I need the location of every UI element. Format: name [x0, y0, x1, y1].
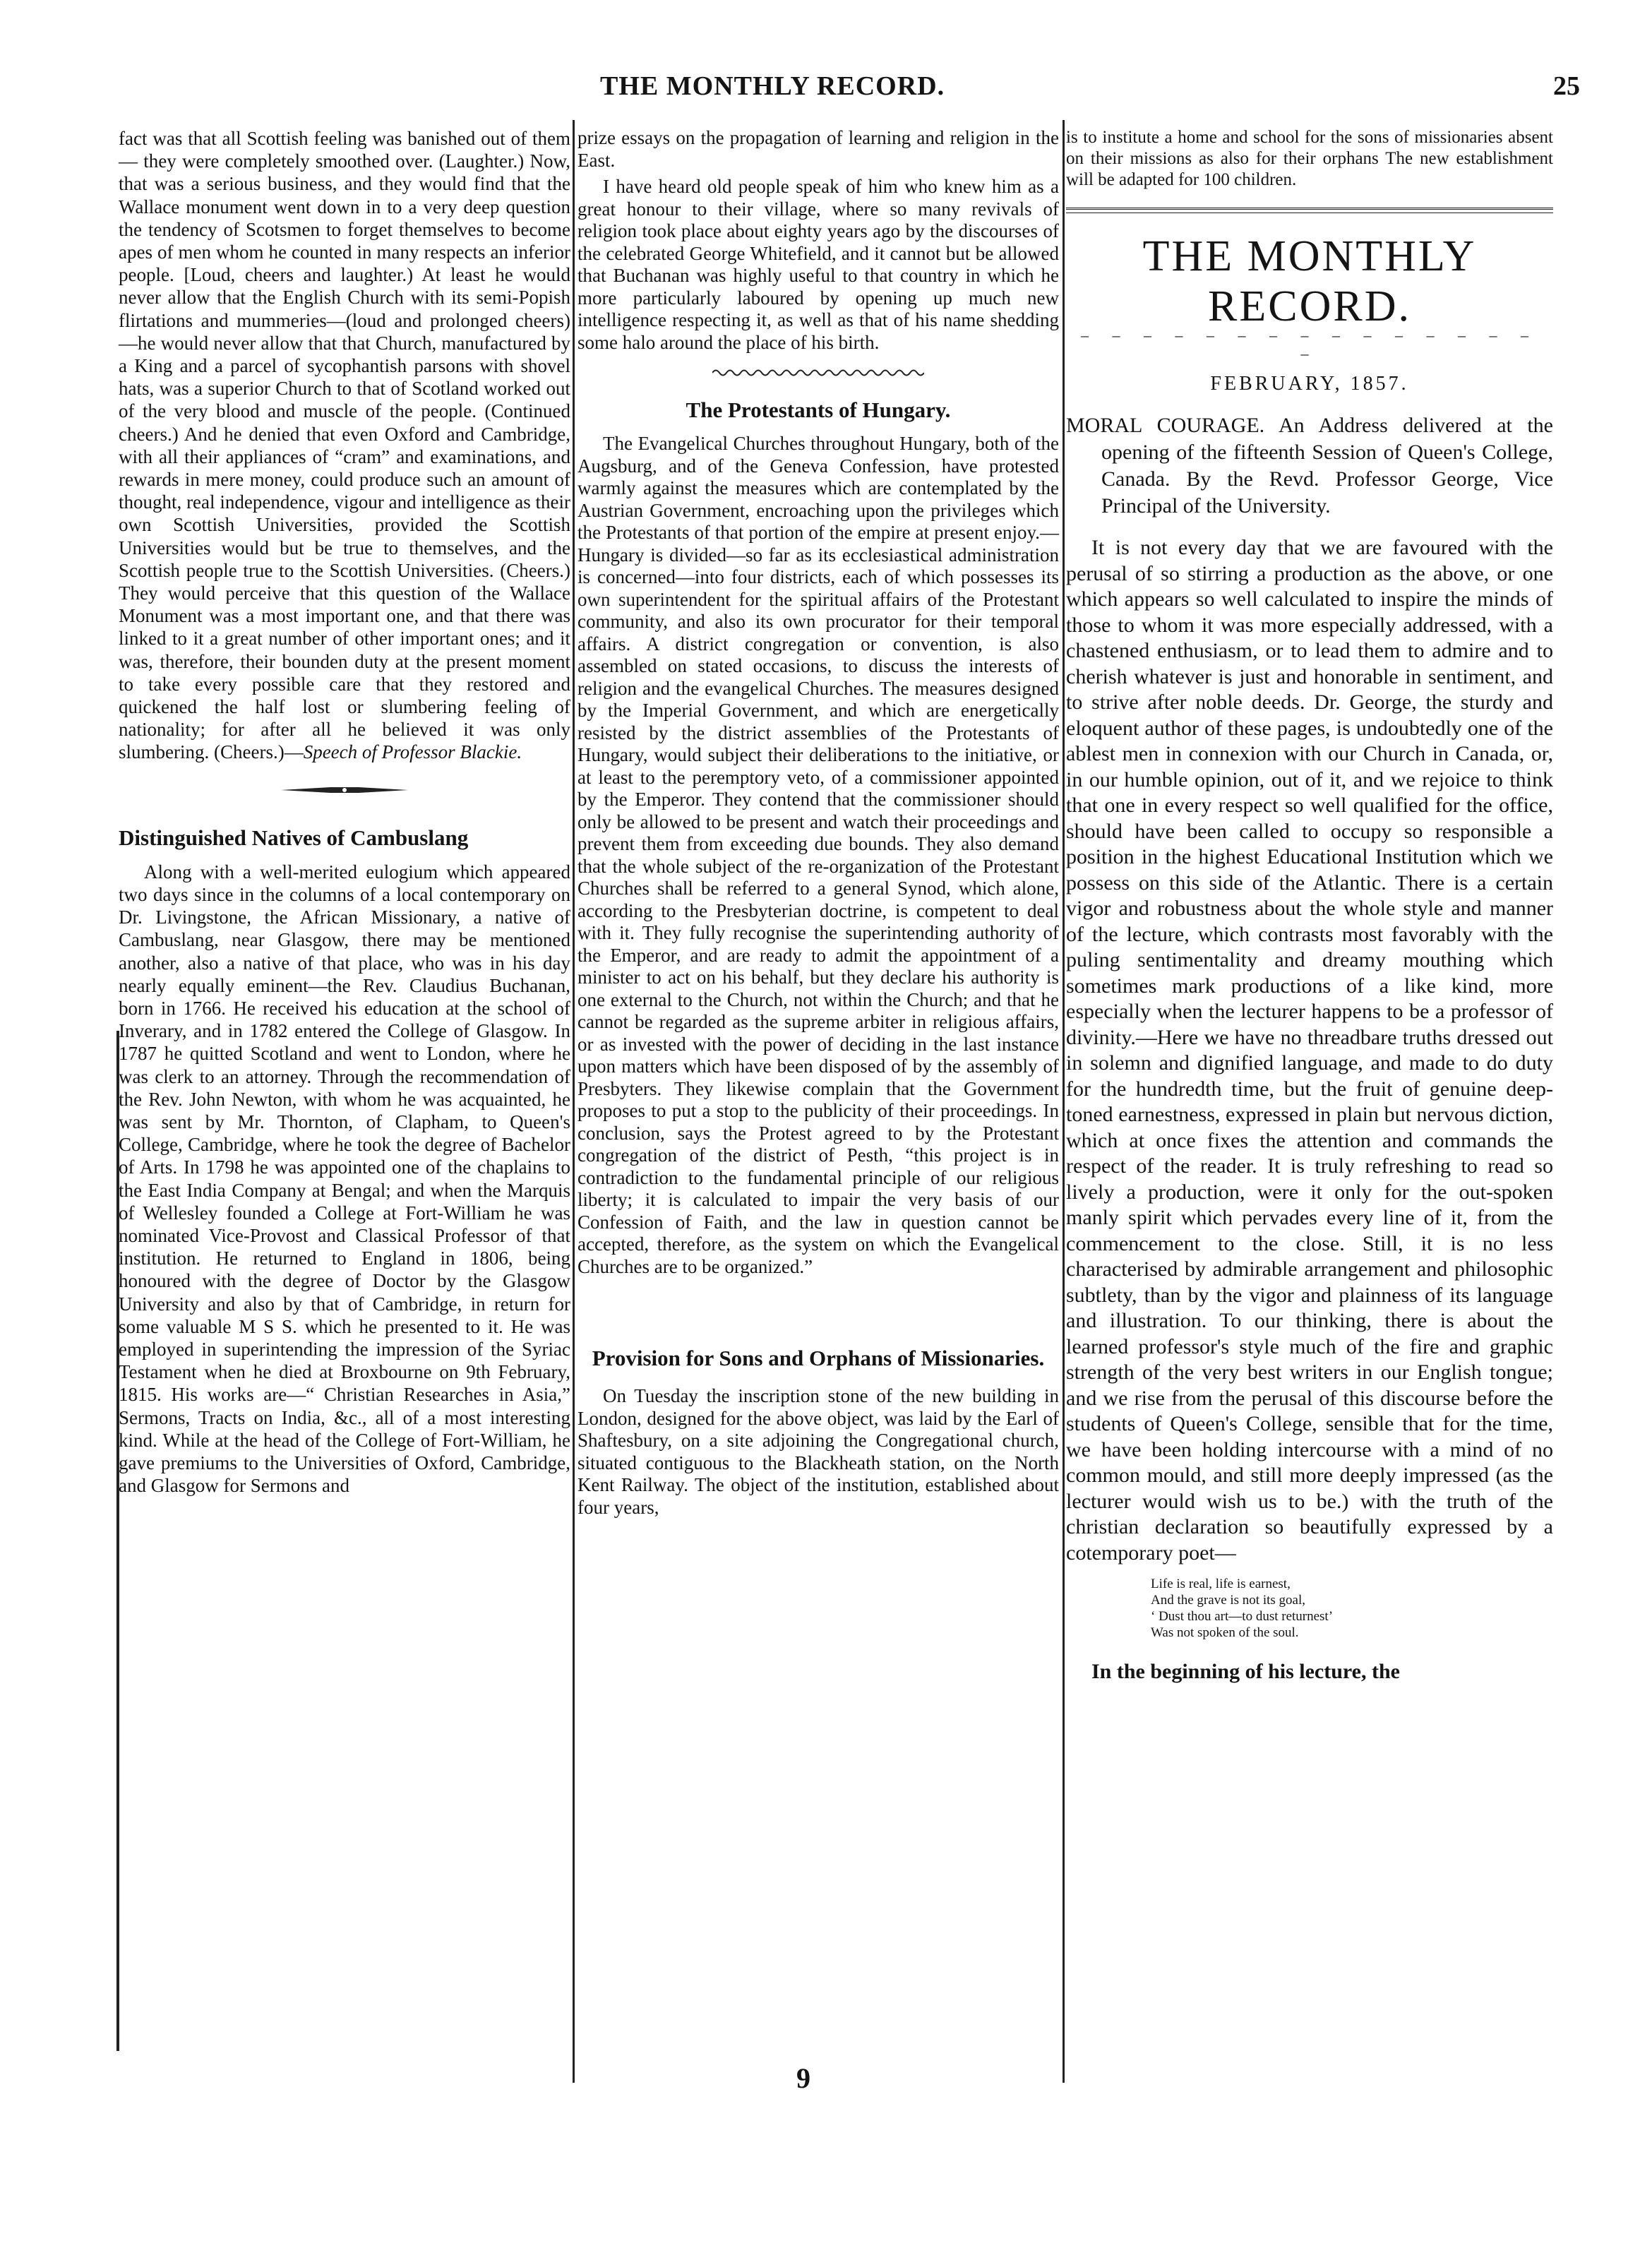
- column-rule: [573, 120, 575, 2083]
- poem-line: And the grave is not its goal,: [1151, 1593, 1305, 1608]
- speech-text: fact was that all Scottish feeling was banished out of them— they were completely smoothed over. (Laughter.) Now, that was a serious business, and they would find that the Wallace monument went down in to a very deep question the tendency of Scotsmen to forget themselves to become apes of men whom he counted in many respects an inferior people. [Loud, cheers and laughter.) At least he would never allow that the English Church with its semi-Popish flirtations and mummeries—(loud and prolonged cheers)—he would never allow that that Church, manufactured by a King and a parcel of sycophantish parsons with shovel hats, was a superior Church to that of Scotland worked out of the very blood and muscle of the people. (Continued cheers.) And he denied that even Oxford and Cambridge, with all their appliances of “cram” and examinations, and rewards in mere money, could produce such an amount of thought, real independence, vigour and intelligence as their own Scottish Universities, provided the Scottish Universities would but be true to themselves, and the Scottish people true to the Scottish Universities. (Cheers.) They would perceive that this question of the Wallace Monument was a most important one, and that there was linked to it a great number of other important ones; and it was, therefore, their bounden duty at the present moment to take every possible care that they restored and quickened the half lost or slumbering feeling of nationality; for after all he believed it was only slumbering. (Cheers.)—: [119, 128, 570, 763]
- signature-mark: 9: [796, 2062, 810, 2094]
- page-number: 25: [1553, 71, 1580, 101]
- speech-signature: Speech of Professor Blackie.: [303, 741, 522, 763]
- poem-line: Was not spoken of the soul.: [1151, 1625, 1299, 1640]
- poem-quote: [1151, 1576, 1553, 1641]
- column-1: [119, 127, 570, 1501]
- review-body: It is not every day that we are favoured with the perusal of so stirring a production as the above, or one which appears so well calculated to inspire the minds of those to whom it was more especially addressed, with a chastened enthusiasm, or to lead them to admire and to cherish whatever is just and honorable in sentiment, and to strive after noble deeds. Dr. George, the sturdy and eloquent author of these pages, is undoubtedly one of the ablest men in connexion with our Church in Canada, or, in our humble opinion, out of it, and we rejoice to think that one in every respect so well qualified for the office, should have been called to occupy so responsible a position in the highest Educational Institution which we possess on this side of the Atlantic. There is a certain vigor and robustness about the whole style and manner of the lecture, which contrasts most favorably with the puling sentimentality and dreamy mouthing which sometimes mark productions of a like kind, more especially when the lecturer happens to be a professor of divinity.—Here we have no threadbare truths dressed out in solemn and dignified language, and made to do duty for the hundredth time, but the fruit of genuine deep-toned earnestness, expressed in plain but nervous diction, which at once fixes the attention and commands the respect of the reader. It is truly refreshing to read so lively a production, were it only for the out-spoken manly spirit which pervades every line of it, from the commencement to the close. Still, it is no less characterised by admirable arrangement and philosophic subtlety, than by the vigor and plainness of its language and illustration. To our thinking, there is about the learned professor's style much of the fire and graphic strength of the very best writers in our English tongue; and we rise from the perusal of this discourse before the students of Queen's College, sensible that for the time, we have been holding intercourse with a mind of no common mould, and still more deeply impressed (as the lecturer would wish us to be.) with the truth of the christian declaration so beautifully expressed by a cotemporary poet—: [1066, 536, 1553, 1565]
- continued-text: prize essays on the propagation of learning and religion in the East.: [577, 127, 1059, 171]
- running-title: THE MONTHLY RECORD.: [600, 71, 945, 101]
- review-closing-line: In the beginning of his lecture, the: [1091, 1660, 1400, 1683]
- continued-text: is to institute a home and school for the sons of missionaries absent on their missions as also for their orphans The new establishment will be adapted for 100 children.: [1066, 128, 1553, 189]
- article-body-orphans: On Tuesday the inscription stone of the new building in London, designed for the above object, was laid by the Earl of Shaftesbury, on a site adjoining the Congregational church, situated contiguous to the Blackheath station, on the North Kent Railway. The object of the institution, established about four years,: [577, 1385, 1059, 1518]
- column-rule: [1063, 120, 1065, 2083]
- issue-date: FEBRUARY, 1857.: [1210, 373, 1409, 395]
- poem-line: Life is real, life is earnest,: [1151, 1577, 1291, 1591]
- masthead-dashes: – – – – – – – – – – – – – – – –: [1081, 326, 1538, 362]
- article-heading-orphans: Provision for Sons and Orphans of Missionaries.: [592, 1346, 1045, 1370]
- article-heading-cambuslang: Distinguished Natives of Cambuslang: [119, 825, 469, 850]
- poem-line: ‘ Dust thou art—to dust returnest’: [1151, 1609, 1334, 1624]
- article-paragraph: I have heard old people speak of him who knew him as a great honour to their village, where so many revivals of religion took place about eighty years ago by the discourses of the celebrated George Whitefield, and it cannot but be allowed that Buchanan was highly useful to that country in which he more particularly laboured by opening up much new intelligence respecting it, as well as that of his name shedding some halo around the place of his birth.: [577, 176, 1059, 353]
- review-notice: MORAL COURAGE. An Address delivered at the opening of the fifteenth Session of Queen's College, Canada. By the Revd. Professor George, Vice Principal of the University.: [1066, 414, 1553, 518]
- article-body-cambuslang: Along with a well-merited eulogium which appeared two days since in the columns of a local contemporary on Dr. Livingstone, the African Missionary, a native of Cambuslang, near Glasgow, there may be mentioned another, also a native of that place, who was in his day nearly equally eminent—the Rev. Claudius Buchanan, born in 1766. He received his education at the school of Inverary, and in 1782 entered the College of Glasgow. In 1787 he quitted Scotland and went to London, where he was clerk to an attorney. Through the recommendation of the Rev. John Newton, with whom he was acquainted, he was sent by Mr. Thornton, of Clapham, to Queen's College, Cambridge, where he took the degree of Bachelor of Arts. In 1798 he was appointed one of the chaplains to the East India Company at Bengal; and when the Marquis of Wellesley founded a College at Fort-William he was nominated Vice-Provost and Classical Professor of that institution. He returned to England in 1806, being honoured with the degree of Doctor by the Glasgow University and also by that of Cambridge, in return for some valuable M S S. which he presented to it. He was employed in superintending the impression of the Syriac Testament when he died at Broxbourne on 9th February, 1815. His works are—“ Christian Researches in Asia,” Sermons, Tracts on India, &c., all of a most interesting kind. While at the head of the College of Fort-William, he gave premiums to the Universities of Oxford, Cambridge, and Glasgow for Sermons and: [119, 861, 570, 1497]
- column-3: [1066, 127, 1553, 1689]
- column-2: [577, 127, 1059, 1523]
- article-body-hungary: The Evangelical Churches throughout Hungary, both of the Augsburg, and of the Geneva Confession, have protested warmly against the measures which are contemplated by the Austrian Government, encroaching upon the privileges which the Protestants of that portion of the empire at present enjoy.—Hungary is divided—so far as its ecclesiastical administration is concerned—into four districts, each of which possesses its own superintendent for the spiritual affairs of the Protestant community, and also its own procurator for their temporal affairs. A district congregation or convention, is also assembled on stated occasions, to discuss the interests of religion and the evangelical Churches. The measures designed by the Imperial Government, and which are energetically resisted by the district assemblies of the Protestants of Hungary, would subject their deliberations to the initiative, or at least to the peremptory veto, of a commissioner appointed by the Emperor. They contend that the commissioner should only be allowed to be present and watch their proceedings and prevent them from exceeding due bounds. They also demand that the whole subject of the re-organization of the Protestant Churches shall be referred to a general Synod, which alone, according to the Presbyterian doctrine, is competent to deal with it. They fully recognise the superintending authority of the Emperor, and are ready to admit the appointment of a minister to act on his behalf, but they declare his authority is one external to the Church, not within the Church; and that he cannot be regarded as the supreme arbiter in religious affairs, or as invested with the power of deciding in the last instance upon matters which have been disposed of by the assembly of Presbyters. They likewise complain that the Government proposes to put a stop to the publicity of their proceedings. In conclusion, says the Protest agreed to by the Protestant congregation of the district of Pesth, “this project is in contradiction to the fundamental principle of our religious liberty; it is calculated to impair the very basis of our Confession of Faith, and the law in question cannot be accepted, therefore, as the system on which the Evangelical Churches are to be organized.”: [577, 433, 1059, 1277]
- article-heading-hungary: The Protestants of Hungary.: [686, 397, 951, 422]
- wavy-divider: [712, 368, 924, 378]
- ornament-divider: [119, 784, 570, 796]
- masthead-title: THE MONTHLY RECORD.: [1142, 232, 1477, 330]
- masthead-rule: [1066, 208, 1553, 213]
